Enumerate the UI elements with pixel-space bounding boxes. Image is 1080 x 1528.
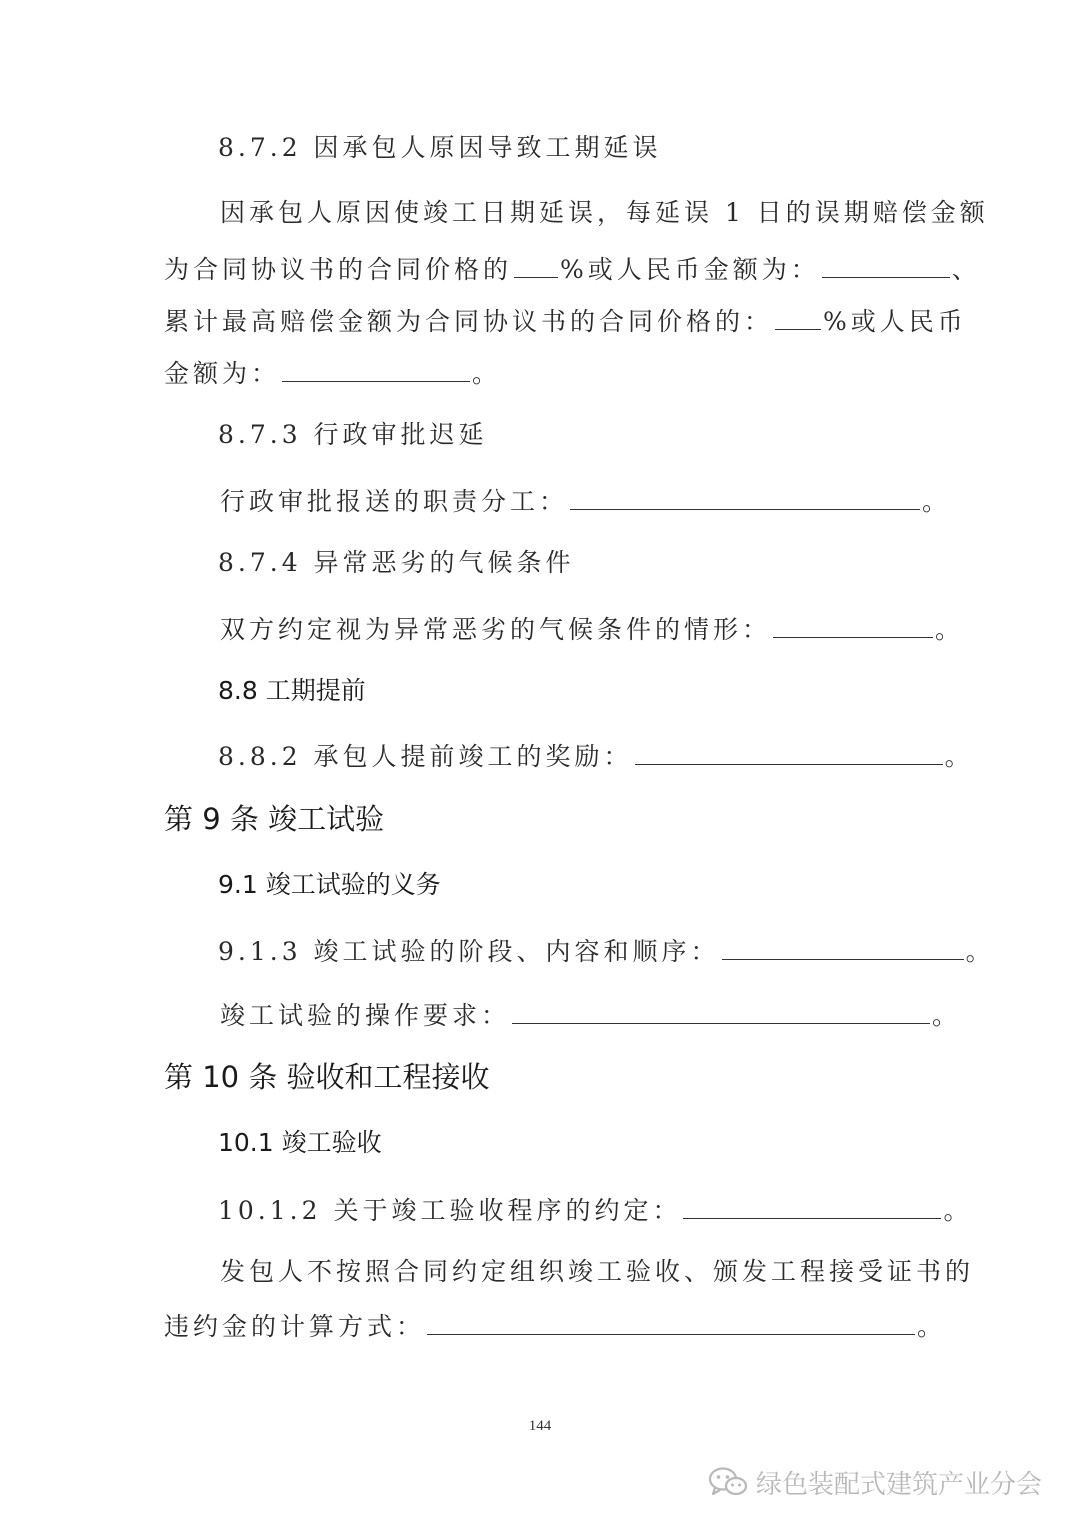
paragraph-line (164, 357, 501, 389)
fill-blank[interactable] (775, 305, 821, 330)
paragraph-line (218, 935, 995, 967)
fill-blank[interactable] (722, 935, 964, 960)
paragraph-text: 。 (922, 487, 952, 516)
article-heading-9: 第 9 条 竣工试验 (164, 802, 385, 836)
paragraph-text: %或人民币金额为： (560, 255, 820, 284)
fill-blank[interactable] (773, 613, 933, 638)
section-heading-8-7-3: 8.7.3 行政审批迟延 (218, 420, 488, 449)
paragraph-line (164, 1310, 946, 1342)
section-heading-8-8: 8.8 工期提前 (218, 676, 366, 705)
paragraph-line (220, 999, 961, 1031)
section-heading-10-1: 10.1 竣工验收 (218, 1128, 382, 1157)
article-heading-10: 第 10 条 验收和工程接收 (164, 1060, 490, 1094)
section-heading-8-7-4: 8.7.4 异常恶劣的气候条件 (218, 548, 575, 577)
paragraph-text: 。 (944, 742, 974, 771)
page-number: 144 (528, 1418, 552, 1434)
paragraph-text: 金额为： (164, 359, 281, 388)
watermark (708, 1462, 1042, 1502)
paragraph-text: 为合同协议书的合同价格的 (164, 255, 513, 284)
fill-blank[interactable] (570, 485, 920, 510)
fill-blank[interactable] (635, 740, 943, 765)
wechat-icon (708, 1466, 748, 1498)
fill-blank[interactable] (822, 253, 950, 278)
paragraph-line (218, 1194, 972, 1226)
paragraph-text: 累计最高赔偿金额为合同协议书的合同价格的： (164, 307, 774, 336)
paragraph-line (220, 485, 951, 517)
paragraph-text: 双方约定视为异常恶劣的气候条件的情形： (220, 615, 772, 644)
paragraph-text: 竣工试验的操作要求： (220, 1001, 511, 1030)
paragraph-line: 因承包人原因使竣工日期延误，每延误 1 日的误期赔偿金额 (220, 198, 989, 227)
paragraph-line (218, 740, 974, 772)
paragraph-text: 10.1.2 关于竣工验收程序的约定： (218, 1196, 682, 1225)
fill-blank[interactable] (427, 1310, 915, 1335)
paragraph-text: 。 (965, 937, 995, 966)
paragraph-text: 。 (917, 1312, 947, 1341)
fill-blank[interactable] (512, 999, 930, 1024)
fill-blank[interactable] (514, 253, 558, 278)
paragraph-line (164, 253, 981, 285)
paragraph-text: 违约金的计算方式： (164, 1312, 426, 1341)
paragraph-line: 发包人不按照合同约定组织竣工验收、颁发工程接受证书的 (220, 1257, 975, 1286)
paragraph-text: %或人民币 (823, 307, 967, 336)
section-heading-8-7-2: 8.7.2 因承包人原因导致工期延误 (218, 133, 662, 162)
fill-blank[interactable] (282, 357, 470, 382)
paragraph-text: 9.1.3 竣工试验的阶段、内容和顺序： (218, 937, 720, 966)
paragraph-text: 行政审批报送的职责分工： (220, 487, 569, 516)
paragraph-text: 。 (935, 615, 965, 644)
watermark-text: 绿色装配式建筑产业分会 (756, 1469, 1043, 1500)
paragraph-text: 。 (932, 1001, 962, 1030)
paragraph-line (220, 613, 964, 645)
fill-blank[interactable] (683, 1194, 941, 1219)
paragraph-line (164, 305, 967, 337)
paragraph-text: 。 (943, 1196, 973, 1225)
paragraph-text: 。 (472, 359, 502, 388)
section-heading-9-1: 9.1 竣工试验的义务 (218, 870, 441, 899)
paragraph-text: 8.8.2 承包人提前竣工的奖励： (218, 742, 633, 771)
paragraph-text: 、 (951, 255, 981, 284)
